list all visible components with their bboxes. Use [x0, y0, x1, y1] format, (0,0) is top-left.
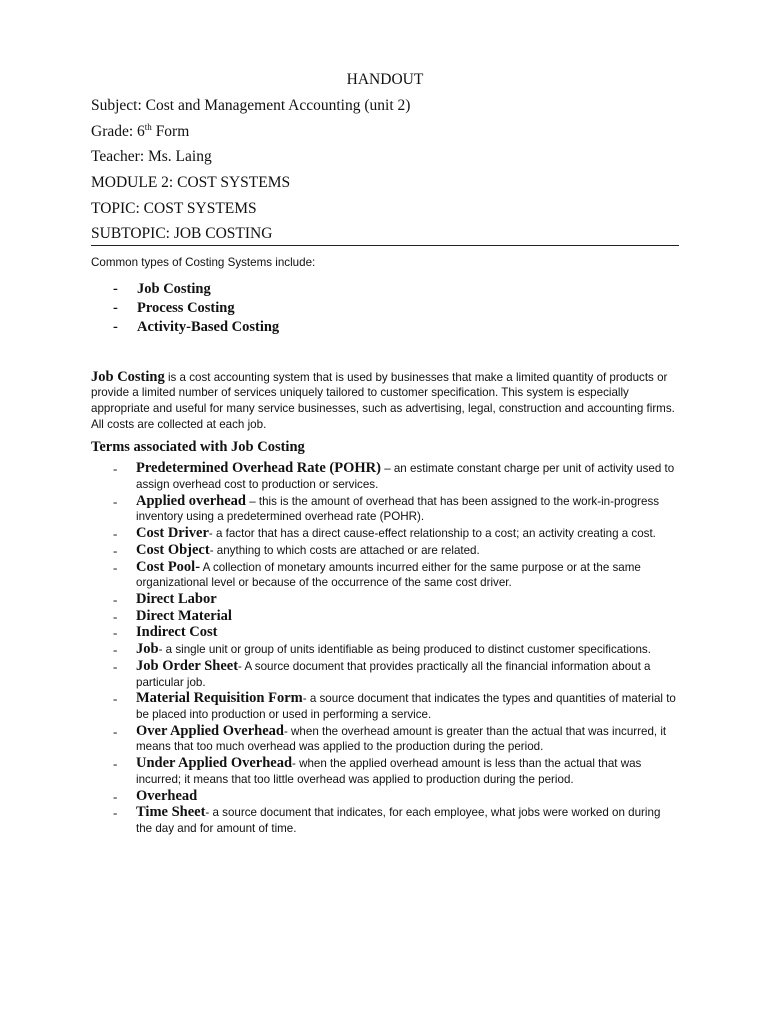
term-name: Overhead — [136, 787, 198, 804]
term-name: Indirect Cost — [136, 624, 218, 641]
bullet-dash: - — [113, 542, 118, 558]
bullet-dash: - — [113, 805, 118, 821]
grade-superscript: th — [144, 121, 152, 132]
bullet-dash: - — [113, 591, 118, 607]
term-name: Direct Labor — [136, 590, 217, 607]
subject-line: Subject: Cost and Management Accounting (unit 2) — [91, 97, 411, 114]
term-definition: - anything to which costs are attached or are related. — [209, 543, 480, 557]
job-costing-body: is a cost accounting system that is used by businesses that make a limited quantity of products or provide a limited number of services uniquely tailored to customer specification. This system is especially appropriate and useful for many service businesses, such as advertising, legal, construction and accounting firms. All costs are collected at each job. — [91, 370, 675, 431]
term-name: Over Applied Overhead — [136, 722, 284, 739]
job-costing-paragraph — [91, 370, 676, 432]
term-definition: - a source document that indicates, for each employee, what jobs were worked on during the day and for amount of time. — [136, 806, 661, 835]
costing-type-label: Activity-Based Costing — [137, 319, 280, 336]
bullet-dash: - — [113, 461, 118, 477]
term-name: Direct Material — [136, 607, 232, 624]
terms-heading: Terms associated with Job Costing — [91, 439, 305, 456]
grade-line — [91, 121, 679, 140]
handout-page — [91, 72, 679, 838]
bullet-dash: - — [113, 525, 118, 541]
costing-types-list — [91, 280, 679, 336]
teacher-line: Teacher: Ms. Laing — [91, 148, 212, 166]
term-name: Applied overhead — [136, 492, 246, 509]
term-item — [91, 691, 679, 722]
term-name: Job Order Sheet — [136, 658, 239, 675]
term-item — [91, 543, 679, 559]
term-item — [91, 805, 679, 836]
term-name: Cost Object — [136, 541, 210, 558]
costing-type-label: Job Costing — [137, 281, 211, 298]
term-name: Cost Pool- — [136, 558, 201, 575]
term-definition: A collection of monetary amounts incurred either for the same purpose or at the same organizational level or because of the occurrence of the same cost driver. — [136, 560, 641, 590]
term-definition: - when the applied overhead amount is less than the actual that was incurred; it means that too little overhead was applied to production during the period. — [136, 757, 642, 786]
term-definition: – an estimate constant charge per unit of activity used to assign overhead cost to production or services. — [136, 462, 675, 491]
list-item — [91, 280, 679, 299]
bullet-dash: - — [113, 281, 118, 298]
bullet-dash: - — [113, 756, 118, 772]
grade-suffix: Form — [151, 122, 190, 140]
list-item — [91, 299, 679, 318]
term-item — [91, 642, 679, 658]
bullet-dash: - — [113, 559, 118, 575]
term-name: Material Requisition Form — [136, 690, 303, 707]
term-item — [91, 526, 679, 542]
bullet-dash: - — [113, 691, 118, 707]
term-name: Under Applied Overhead — [136, 755, 293, 772]
term-name: Predetermined Overhead Rate (POHR) — [136, 460, 381, 477]
module-line: MODULE 2: COST SYSTEMS — [91, 174, 291, 192]
bullet-dash: - — [113, 493, 118, 509]
handout-title: HANDOUT — [346, 71, 424, 88]
bullet-dash: - — [113, 319, 118, 336]
term-item — [91, 625, 679, 641]
term-name: Cost Driver — [136, 524, 209, 541]
term-name: Time Sheet — [136, 804, 206, 821]
bullet-dash: - — [113, 659, 118, 675]
term-definition: - A source document that provides practically all the financial information about a particular job. — [136, 660, 651, 689]
bullet-dash: - — [113, 788, 118, 804]
term-item — [91, 592, 679, 608]
bullet-dash: - — [113, 642, 118, 658]
term-item — [91, 494, 679, 525]
list-item — [91, 318, 679, 337]
term-item — [91, 724, 679, 755]
term-name: Job — [136, 641, 159, 658]
bullet-dash: - — [113, 723, 118, 739]
costing-type-label: Process Costing — [137, 300, 235, 317]
bullet-dash: - — [113, 625, 118, 641]
grade-prefix: Grade: 6 — [91, 122, 145, 140]
bullet-dash: - — [113, 300, 118, 317]
bullet-dash: - — [113, 608, 118, 624]
subtopic-line: SUBTOPIC: JOB COSTING — [91, 226, 679, 246]
topic-line: TOPIC: COST SYSTEMS — [91, 199, 257, 217]
term-definition: - when the overhead amount is greater than the actual that was incurred, it means that too much overhead was applied to the production during the period. — [136, 724, 667, 754]
term-definition: – this is the amount of overhead that has been assigned to the work-in-progress inventory using a predetermined overhead rate (POHR). — [136, 494, 660, 524]
term-item — [91, 789, 679, 805]
term-item — [91, 560, 679, 591]
term-item — [91, 659, 679, 690]
term-item — [91, 609, 679, 625]
intro-text: Common types of Costing Systems include: — [91, 256, 316, 270]
term-definition: - a source document that indicates the types and quantities of material to be placed into production or used in performing a service. — [136, 692, 676, 721]
term-definition: - a factor that has a direct cause-effect relationship to a cost; an activity creating a cost. — [208, 526, 656, 540]
job-costing-lead: Job Costing — [91, 368, 165, 385]
terms-list — [91, 461, 679, 836]
term-item — [91, 461, 679, 492]
term-definition: - a single unit or group of units identifiable as being produced to distinct customer specifications. — [158, 643, 651, 657]
term-item — [91, 756, 679, 787]
